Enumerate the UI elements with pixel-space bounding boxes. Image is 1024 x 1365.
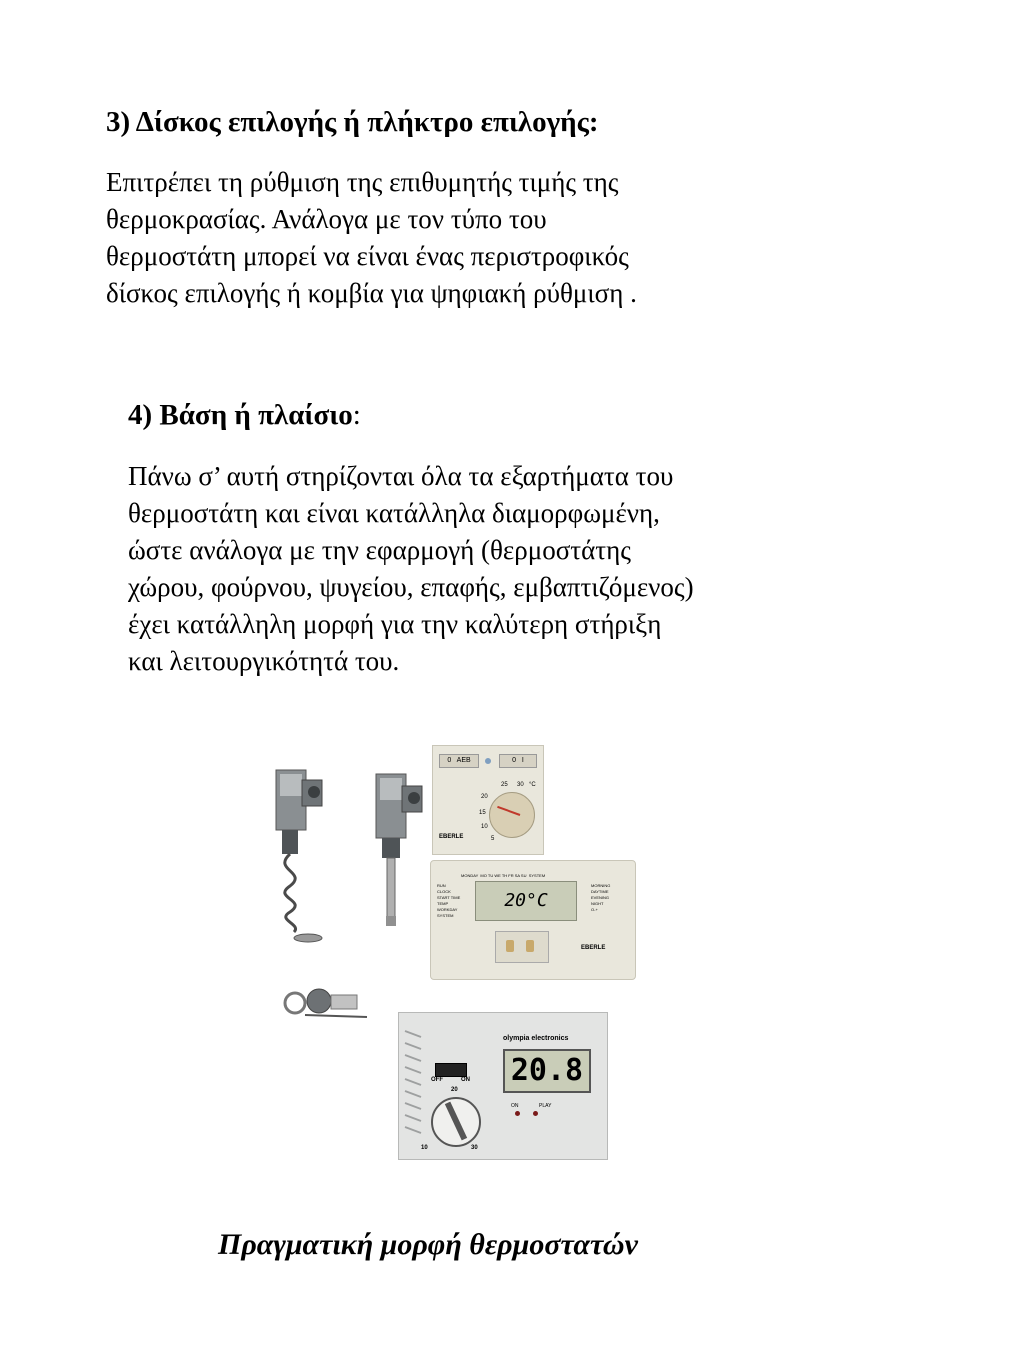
room-thermostat-photo	[432, 745, 544, 855]
period-label: MORNING	[591, 883, 611, 888]
paragraph-line: Πάνω σ’ αυτή στηρίζονται όλα τα εξαρτήματα του	[128, 461, 674, 491]
paragraph-line: Επιτρέπει τη ρύθμιση της επιθυμητής τιμής της	[106, 167, 619, 197]
brand-label: EBERLE	[581, 945, 606, 951]
dial-knob	[489, 792, 535, 838]
paragraph-line: έχει κατάλληλη μορφή για την καλύτερη στήριξη	[128, 609, 662, 639]
button-panel	[495, 931, 549, 963]
dial-mark: 30	[517, 782, 524, 788]
period-label: DAYTIME	[591, 889, 609, 894]
section-3-heading: 3) Δίσκος επιλογής ή πλήκτρο επιλογής:	[106, 106, 599, 138]
paragraph-line: ώστε ανάλογα με την εφαρμογή (θερμοστάτης	[128, 535, 631, 565]
power-switch	[435, 1063, 467, 1077]
section-4-paragraph	[128, 458, 694, 680]
down-button	[526, 940, 534, 952]
right-labels	[591, 883, 610, 913]
switch-left: 0 AEB	[439, 754, 479, 768]
led-on-label: ON	[511, 1103, 519, 1109]
left-labels	[437, 883, 460, 919]
lcd-display: 20.8	[503, 1049, 591, 1093]
brand-label: EBERLE	[439, 834, 464, 840]
led-play-label: PLAY	[539, 1103, 552, 1109]
paragraph-line: θερμοκρασίας. Ανάλογα με τον τύπο του	[106, 204, 547, 234]
switch-right: 0 I	[499, 754, 537, 768]
vent-slots	[403, 1027, 425, 1151]
dial-mark: 30	[471, 1145, 478, 1151]
section-3-paragraph	[106, 164, 637, 312]
up-button	[506, 940, 514, 952]
paragraph-line: χώρου, φούρνου, ψυγείου, επαφής, εμβαπτιζόμενος)	[128, 572, 694, 602]
indicator-dot	[485, 758, 491, 764]
dial-mark: 10	[481, 824, 488, 830]
led-play	[533, 1111, 538, 1116]
paragraph-line: θερμοστάτη και είναι κατάλληλα διαμορφωμένη,	[128, 498, 660, 528]
dial-mark: °C	[529, 782, 536, 788]
dial-mark: 5	[491, 836, 495, 842]
dial-mark: 20	[451, 1087, 458, 1093]
period-label: O-+	[591, 907, 598, 912]
dial-mark: 10	[421, 1145, 428, 1151]
period-label: NIGHT	[591, 901, 604, 906]
mode-label: WORKDAY	[437, 907, 458, 912]
dial-mark: 25	[501, 782, 508, 788]
switch-on-label: ON	[461, 1077, 470, 1083]
day-row: MONDAY MO TU WE TH FR SA SU SYSTEM	[461, 873, 546, 878]
section-4-heading-colon: :	[352, 399, 361, 431]
paragraph-line: δίσκος επιλογής ή κομβία για ψηφιακή ρύθμιση .	[106, 278, 637, 308]
figure-caption: Πραγματική μορφή θερμοστατών	[218, 1228, 638, 1261]
period-label: EVENING	[591, 895, 610, 900]
mode-label: TEMP	[437, 901, 449, 906]
brand-label: olympia electronics	[503, 1035, 569, 1042]
lcd-display: 20°C	[475, 881, 577, 921]
switch-off-label: OFF	[431, 1077, 443, 1083]
paragraph-line: και λειτουργικότητά του.	[128, 646, 400, 676]
mode-label: CLOCK	[437, 889, 451, 894]
immersion-thermostat-photo	[372, 770, 432, 935]
led-on	[515, 1111, 520, 1116]
mode-label: SYSTEM	[437, 913, 454, 918]
section-4-heading	[128, 398, 361, 433]
mode-label: START TIME	[437, 895, 461, 900]
capillary-thermostat-photo	[272, 760, 342, 950]
dial-grip	[445, 1102, 467, 1141]
dial-pointer	[497, 806, 520, 816]
section-4-heading-text: 4) Βάση ή πλαίσιο	[128, 399, 353, 431]
mode-label: RUN	[437, 883, 446, 888]
dial-mark: 15	[479, 810, 486, 816]
olympia-thermostat-photo	[398, 1012, 608, 1160]
paragraph-line: θερμοστάτη μπορεί να είναι ένας περιστροφικός	[106, 241, 629, 271]
temperature-dial	[431, 1097, 481, 1147]
digital-timer-thermostat-photo	[430, 860, 636, 980]
oven-thermostat-photo	[275, 985, 370, 1025]
dial-mark: 20	[481, 794, 488, 800]
